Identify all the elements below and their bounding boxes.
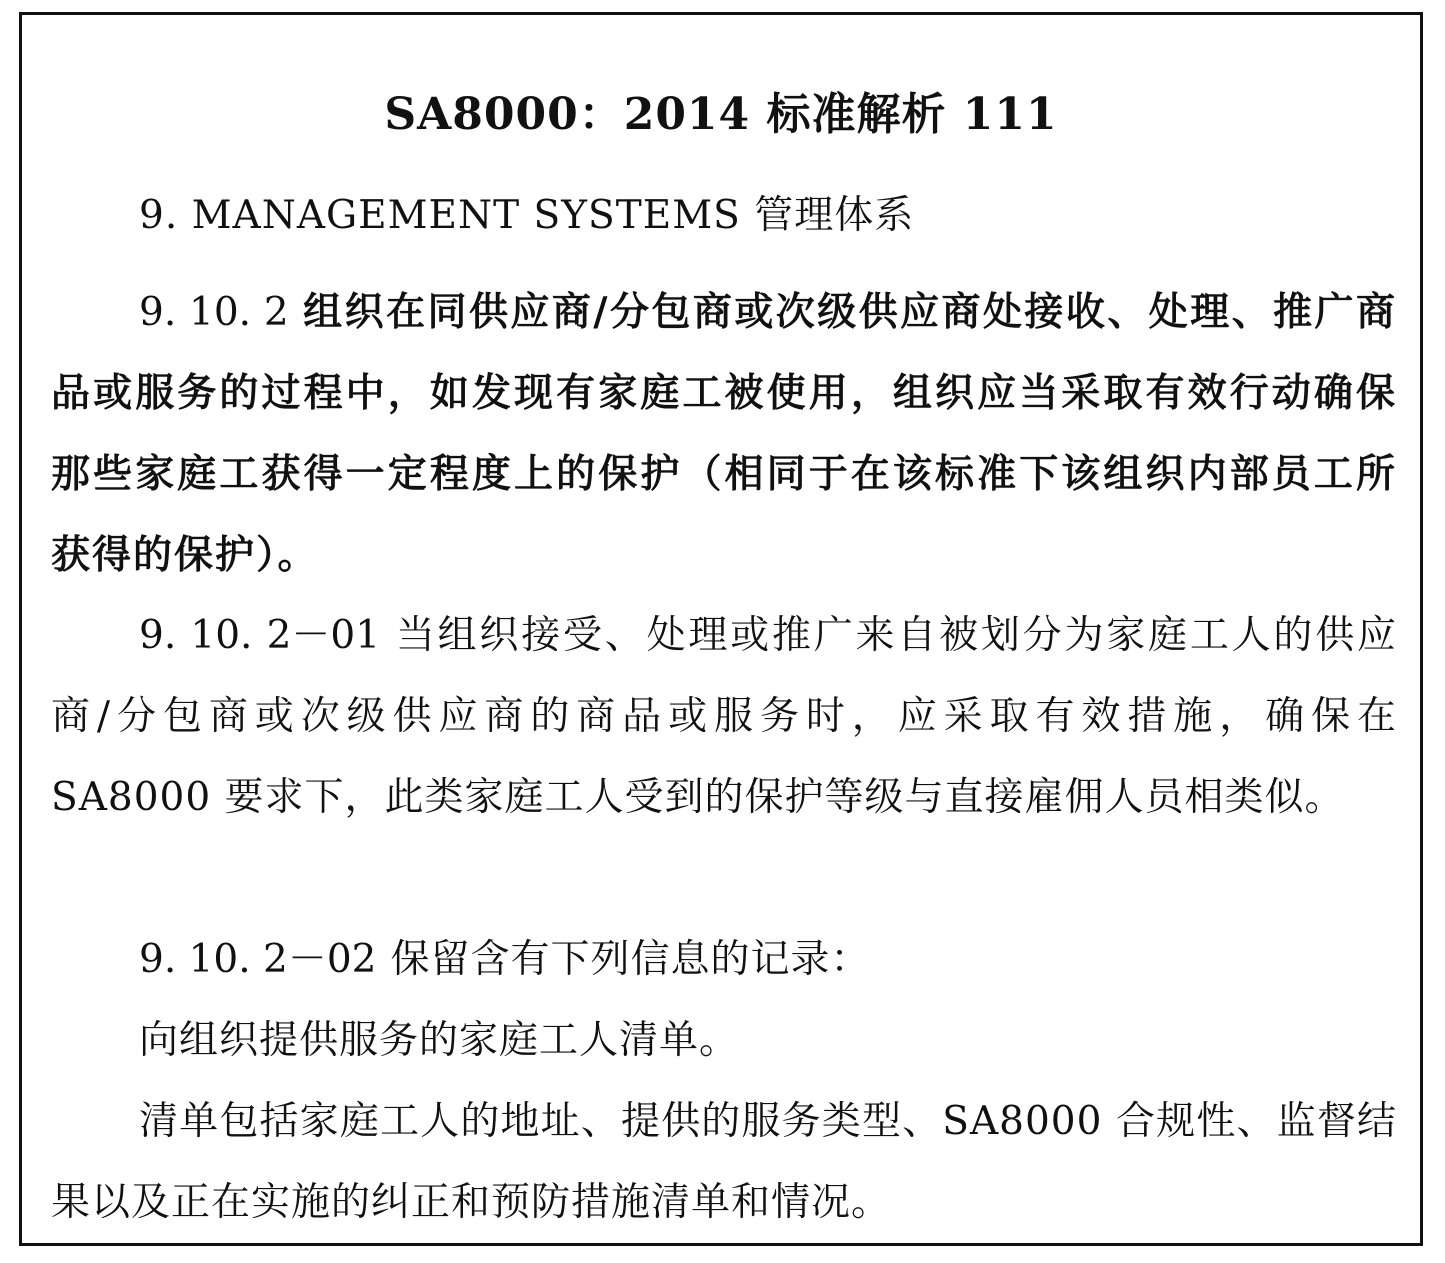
clause-9-10-2-02 xyxy=(51,919,1397,1000)
section-heading: 9. MANAGEMENT SYSTEMS 管理体系 xyxy=(139,193,915,238)
clause-9-10-2-01 xyxy=(51,595,1397,838)
page-title: SA8000：2014 标准解析 111 xyxy=(384,89,1058,140)
list-item: 向组织提供服务的家庭工人清单。 xyxy=(139,1018,740,1063)
clause-number: 9. 10. 2－01 xyxy=(139,613,381,658)
clause-text: 保留含有下列信息的记录： xyxy=(390,937,871,982)
clause-9-10-2 xyxy=(51,272,1397,596)
clause-number: 9. 10. 2 xyxy=(139,290,289,335)
clause-text: 当组织接受、处理或推广来自被划分为家庭工人的供应商/分包商或次级供应商的商品或服务时，应采取有效措施，确保在 SA8000 要求下，此类家庭工人受到的保护等级与直接雇佣人员相类似。 xyxy=(51,613,1397,820)
clause-text: 组织在同供应商/分包商或次级供应商处接收、处理、推广商品或服务的过程中，如发现有家庭工被使用，组织应当采取有效行动确保那些家庭工获得一定程度上的保护（相同于在该标准下该组织内部员工所获得的保护）。 xyxy=(51,290,1397,578)
clause-number: 9. 10. 2－02 xyxy=(139,937,377,982)
list-item: 清单包括家庭工人的地址、提供的服务类型、SA8000 合规性、监督结果以及正在实施的纠正和预防措施清单和情况。 xyxy=(51,1099,1397,1225)
document-frame xyxy=(19,12,1423,1246)
